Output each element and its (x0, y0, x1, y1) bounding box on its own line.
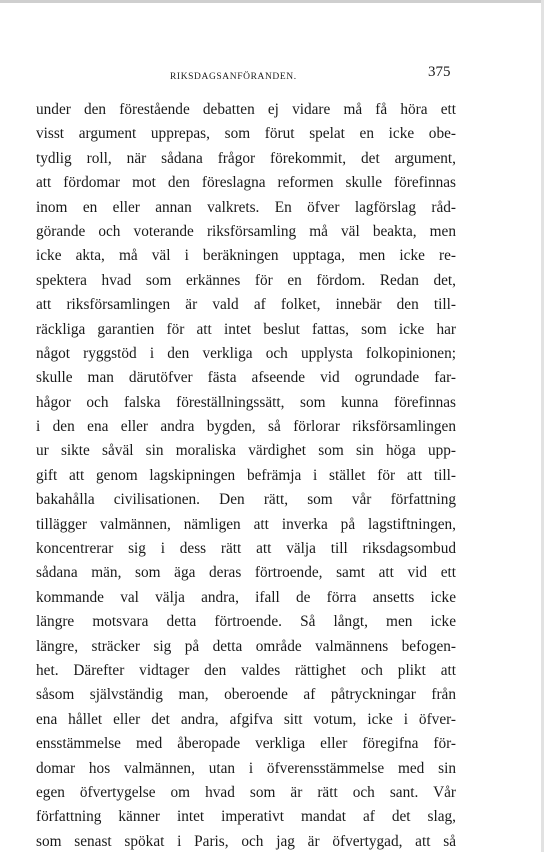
text-line: under den förestående debatten ej vidare må få höra ett (36, 101, 456, 118)
text-line: görande och voterande riksförsamling må väl beakta, men (36, 222, 456, 240)
scan-top-edge (0, 0, 544, 3)
body-text (36, 98, 456, 854)
text-line: att fördomar mot den föreslagna reformen skulle förefinnas (36, 174, 456, 192)
text-line: spektera hvad som erkännes för en fördom. Redan det, (36, 271, 456, 289)
text-line: som senast spökat i Paris, och jag är öfvertygad, att så (36, 832, 456, 850)
text-line: längre motsvara detta förtroende. Så långt, men icke (36, 613, 456, 631)
page-number: 375 (428, 64, 451, 80)
text-line: att riksförsamlingen är vald af folket, innebär den till- (36, 296, 456, 314)
text-line: visst argument upprepas, som förut spelat en icke obe- (36, 125, 456, 143)
text-line: inom en eller annan valkrets. En öfver lagförslag råd- (36, 198, 456, 216)
text-line: bakahålla civilisationen. Den rätt, som vår författning (36, 491, 456, 509)
text-line: ena hållet eller det andra, afgifva sitt votum, icke i öfver- (36, 710, 456, 728)
text-line: tydlig roll, när sådana frågor förekommit, det argument, (36, 149, 456, 167)
text-line: ur sikte såväl sin moraliska värdighet som sin höga upp- (36, 442, 456, 460)
text-line: tillägger valmännen, nämligen att inverka på lagstiftningen, (36, 515, 456, 533)
text-line: i den ena eller andra bygden, så förlorar riksförsamlingen (36, 418, 456, 436)
text-line: gift att genom lagskipningen befrämja i stället för att till- (36, 466, 456, 484)
text-line: räckliga garantien för att intet beslut fattas, som icke har (36, 320, 456, 338)
text-line: något ryggstöd i den verkliga och upplysta folkopinionen; (36, 344, 456, 362)
text-line: egen öfvertygelse om hvad som är rätt och sant. Vår (36, 783, 456, 801)
text-line: såsom självständig man, oberoende af påtryckningar från (36, 686, 456, 704)
text-line: koncentrerar sig i dess rätt att välja till riksdagsombud (36, 540, 456, 558)
text-line: sådana män, som äga deras förtroende, samt att vid ett (36, 564, 456, 582)
text-line: kommande val välja andra, ifall de förra ansetts icke (36, 588, 456, 606)
text-line: hågor och falska föreställningssätt, som kunna förefinnas (36, 393, 456, 411)
text-line: icke akta, må väl i beräkningen upptaga, men icke re- (36, 247, 456, 265)
text-line: författning känner intet imperativt mandat af det slag, (36, 808, 456, 826)
text-line: domar hos valmännen, utan i öfverensstämmelse med sin (36, 759, 456, 777)
running-title: RIKSDAGSANFÖRANDEN. (170, 72, 297, 82)
text-line: ensstämmelse med åberopade verkliga eller föregifna för- (36, 735, 456, 753)
text-line: het. Därefter vidtager den valdes rättighet och plikt att (36, 661, 456, 679)
text-line: skulle man därutöfver fästa afseende vid ogrundade far- (36, 369, 456, 387)
text-line: längre, sträcker sig på detta område valmännens befogen- (36, 637, 456, 655)
